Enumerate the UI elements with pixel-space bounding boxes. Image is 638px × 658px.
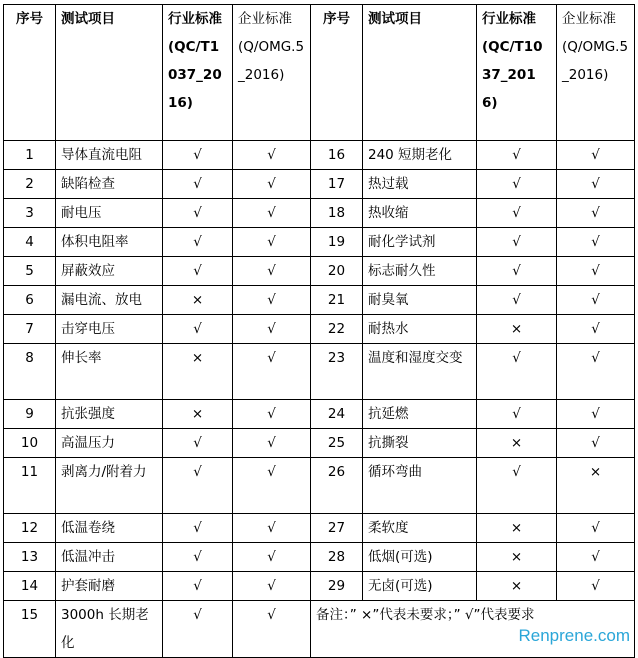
industry-mark: √ xyxy=(163,429,233,458)
watermark: Renprene.com xyxy=(518,626,630,645)
test-item-right: 240 短期老化 xyxy=(363,141,477,170)
row-number-right: 25 xyxy=(311,429,363,458)
row-number-right: 22 xyxy=(311,315,363,344)
enterprise-mark-right: √ xyxy=(557,344,635,400)
industry-mark-right: × xyxy=(477,572,557,601)
enterprise-mark-right: √ xyxy=(557,572,635,601)
test-item: 击穿电压 xyxy=(56,315,163,344)
test-item: 3000h 长期老化 xyxy=(56,601,163,658)
test-item-right: 耐化学试剂 xyxy=(363,228,477,257)
enterprise-mark: √ xyxy=(233,514,311,543)
table-row xyxy=(4,286,635,315)
industry-mark: × xyxy=(163,400,233,429)
industry-mark-right: × xyxy=(477,514,557,543)
row-number-right: 21 xyxy=(311,286,363,315)
table-row xyxy=(4,458,635,514)
header-enterprise-standard-right: 企业标准(Q/OMG.5_2016) xyxy=(557,5,635,141)
row-number: 5 xyxy=(4,257,56,286)
test-item: 耐电压 xyxy=(56,199,163,228)
row-number: 3 xyxy=(4,199,56,228)
test-item: 缺陷检查 xyxy=(56,170,163,199)
test-item-right: 柔软度 xyxy=(363,514,477,543)
industry-mark: √ xyxy=(163,170,233,199)
industry-mark: √ xyxy=(163,315,233,344)
row-number-right: 17 xyxy=(311,170,363,199)
industry-mark: × xyxy=(163,286,233,315)
test-item: 漏电流、放电 xyxy=(56,286,163,315)
header-no-right: 序号 xyxy=(311,5,363,141)
row-number: 11 xyxy=(4,458,56,514)
enterprise-mark-right: √ xyxy=(557,543,635,572)
industry-mark: √ xyxy=(163,228,233,257)
industry-mark-right: × xyxy=(477,543,557,572)
enterprise-mark: √ xyxy=(233,257,311,286)
test-item-right: 抗延燃 xyxy=(363,400,477,429)
row-number-right: 28 xyxy=(311,543,363,572)
industry-mark-right: √ xyxy=(477,228,557,257)
row-number-right: 24 xyxy=(311,400,363,429)
enterprise-mark: √ xyxy=(233,170,311,199)
enterprise-mark-right: √ xyxy=(557,400,635,429)
test-item-right: 低烟(可选) xyxy=(363,543,477,572)
industry-mark: √ xyxy=(163,257,233,286)
enterprise-mark-right: √ xyxy=(557,286,635,315)
industry-mark: √ xyxy=(163,199,233,228)
test-item: 护套耐磨 xyxy=(56,572,163,601)
enterprise-mark-right: √ xyxy=(557,199,635,228)
remark-note: 备注：” ×”代表未要求；” √”代表要求 xyxy=(311,601,635,658)
row-number: 6 xyxy=(4,286,56,315)
row-number-right: 19 xyxy=(311,228,363,257)
enterprise-mark-right: √ xyxy=(557,257,635,286)
industry-mark-right: × xyxy=(477,315,557,344)
industry-mark-right: √ xyxy=(477,458,557,514)
table-row xyxy=(4,141,635,170)
test-items-table xyxy=(3,4,635,658)
row-number-right: 20 xyxy=(311,257,363,286)
industry-mark: √ xyxy=(163,514,233,543)
row-number: 7 xyxy=(4,315,56,344)
row-number: 2 xyxy=(4,170,56,199)
test-item: 剥离力/附着力 xyxy=(56,458,163,514)
enterprise-mark: √ xyxy=(233,315,311,344)
industry-mark-right: √ xyxy=(477,344,557,400)
test-item: 体积电阻率 xyxy=(56,228,163,257)
enterprise-mark: √ xyxy=(233,458,311,514)
row-number-right: 16 xyxy=(311,141,363,170)
row-number: 8 xyxy=(4,344,56,400)
industry-mark: √ xyxy=(163,601,233,658)
enterprise-mark-right: √ xyxy=(557,141,635,170)
header-enterprise-standard: 企业标准(Q/OMG.5_2016) xyxy=(233,5,311,141)
enterprise-mark: √ xyxy=(233,543,311,572)
row-number-right: 18 xyxy=(311,199,363,228)
table-row xyxy=(4,170,635,199)
table-row xyxy=(4,257,635,286)
table-row xyxy=(4,344,635,400)
enterprise-mark: √ xyxy=(233,228,311,257)
header-industry-standard: 行业标准(QC/T1037_2016) xyxy=(163,5,233,141)
table-row xyxy=(4,315,635,344)
industry-mark: √ xyxy=(163,543,233,572)
enterprise-mark: √ xyxy=(233,429,311,458)
test-item: 抗张强度 xyxy=(56,400,163,429)
industry-mark-right: √ xyxy=(477,257,557,286)
industry-mark-right: × xyxy=(477,429,557,458)
table-row xyxy=(4,572,635,601)
enterprise-mark-right: √ xyxy=(557,170,635,199)
industry-mark-right: √ xyxy=(477,286,557,315)
table-row xyxy=(4,199,635,228)
test-item-right: 温度和湿度交变 xyxy=(363,344,477,400)
row-number: 12 xyxy=(4,514,56,543)
enterprise-mark-right: √ xyxy=(557,315,635,344)
test-item-right: 标志耐久性 xyxy=(363,257,477,286)
row-number: 1 xyxy=(4,141,56,170)
table-row xyxy=(4,514,635,543)
row-number: 13 xyxy=(4,543,56,572)
test-item-right: 耐热水 xyxy=(363,315,477,344)
row-number-right: 29 xyxy=(311,572,363,601)
enterprise-mark: √ xyxy=(233,400,311,429)
enterprise-mark-right: √ xyxy=(557,228,635,257)
enterprise-mark-right: √ xyxy=(557,429,635,458)
industry-mark-right: √ xyxy=(477,400,557,429)
industry-mark-right: √ xyxy=(477,170,557,199)
header-item: 测试项目 xyxy=(56,5,163,141)
enterprise-mark: √ xyxy=(233,601,311,658)
enterprise-mark: √ xyxy=(233,199,311,228)
test-item-right: 耐臭氧 xyxy=(363,286,477,315)
test-item: 伸长率 xyxy=(56,344,163,400)
industry-mark-right: √ xyxy=(477,199,557,228)
table-row xyxy=(4,228,635,257)
test-item-right: 无卤(可选) xyxy=(363,572,477,601)
row-number-right: 27 xyxy=(311,514,363,543)
industry-mark-right: √ xyxy=(477,141,557,170)
header-no: 序号 xyxy=(4,5,56,141)
row-number: 15 xyxy=(4,601,56,658)
test-item: 高温压力 xyxy=(56,429,163,458)
enterprise-mark-right: × xyxy=(557,458,635,514)
test-item-right: 抗撕裂 xyxy=(363,429,477,458)
row-number-right: 23 xyxy=(311,344,363,400)
enterprise-mark: √ xyxy=(233,572,311,601)
row-number: 9 xyxy=(4,400,56,429)
industry-mark: √ xyxy=(163,572,233,601)
enterprise-mark-right: √ xyxy=(557,514,635,543)
header-industry-standard-right: 行业标准(QC/T1037_2016) xyxy=(477,5,557,141)
test-item-right: 循环弯曲 xyxy=(363,458,477,514)
header-row xyxy=(4,5,635,141)
industry-mark: × xyxy=(163,344,233,400)
industry-mark: √ xyxy=(163,141,233,170)
test-item: 屏蔽效应 xyxy=(56,257,163,286)
test-item: 低温冲击 xyxy=(56,543,163,572)
industry-mark: √ xyxy=(163,458,233,514)
table-row xyxy=(4,400,635,429)
row-number: 14 xyxy=(4,572,56,601)
enterprise-mark: √ xyxy=(233,141,311,170)
enterprise-mark: √ xyxy=(233,286,311,315)
test-item: 低温卷绕 xyxy=(56,514,163,543)
table-row xyxy=(4,543,635,572)
row-number: 10 xyxy=(4,429,56,458)
test-item: 导体直流电阻 xyxy=(56,141,163,170)
header-item-right: 测试项目 xyxy=(363,5,477,141)
row-number: 4 xyxy=(4,228,56,257)
test-item-right: 热过载 xyxy=(363,170,477,199)
row-number-right: 26 xyxy=(311,458,363,514)
table-row xyxy=(4,429,635,458)
test-item-right: 热收缩 xyxy=(363,199,477,228)
enterprise-mark: √ xyxy=(233,344,311,400)
